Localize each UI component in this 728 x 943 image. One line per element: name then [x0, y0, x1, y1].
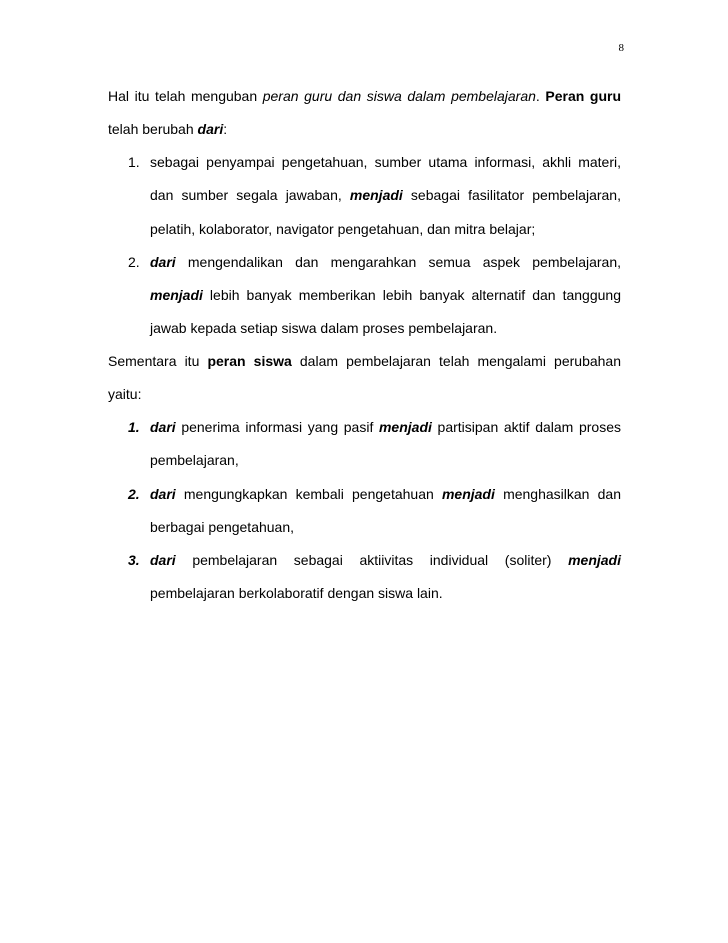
list-emphasis: dari [150, 486, 176, 502]
intro-text: telah berubah [108, 121, 198, 137]
list-text: jawab kepada setiap siswa dalam proses pembelajaran. [150, 320, 498, 336]
list-emphasis: menjadi [378, 419, 432, 435]
guru-item-2-line-1 [128, 254, 621, 270]
list-emphasis: menjadi [150, 287, 203, 303]
list-number: 2. [128, 254, 140, 270]
siswa-item-3-line-1 [128, 552, 621, 568]
siswa-item-1-line-2 [150, 452, 621, 468]
guru-item-2-line-2 [150, 287, 621, 303]
list-emphasis: dari [150, 254, 176, 270]
list-text: partisipan aktif dalam proses [431, 419, 621, 435]
intro-text: : [223, 121, 228, 137]
list-text: menghasilkan dan [494, 486, 621, 502]
list-text: sebagai fasilitator pembelajaran, [402, 187, 621, 203]
list-number: 3. [128, 552, 140, 568]
list-text: pembelajaran, [150, 452, 239, 468]
siswa-bold: peran siswa [207, 353, 292, 369]
list-text: penerima informasi yang pasif [175, 419, 379, 435]
list-text: dan sumber segala jawaban, [150, 187, 350, 203]
list-text: lebih banyak memberikan lebih banyak alternatif dan tanggung [202, 287, 621, 303]
intro-emphasis: peran guru dan siswa dalam pembelajaran [262, 88, 536, 104]
guru-item-1-line-1 [128, 154, 621, 170]
siswa-item-1-line-1 [128, 419, 621, 435]
list-text: pembelajaran sebagai aktiivitas individual (soliter) [175, 552, 569, 568]
list-emphasis: menjadi [349, 187, 403, 203]
intro-bold: Peran guru [545, 88, 622, 104]
intro-line-1 [108, 88, 621, 104]
list-text: mengendalikan dan mengarahkan semua aspek pembelajaran, [175, 254, 621, 270]
siswa-intro-line-2 [108, 386, 621, 402]
siswa-item-3-line-2 [150, 585, 621, 601]
list-emphasis: dari [150, 552, 176, 568]
intro-text: . [535, 88, 546, 104]
siswa-text: dalam pembelajaran telah mengalami perubahan [291, 353, 621, 369]
guru-item-2-line-3 [150, 320, 621, 336]
list-emphasis: dari [150, 419, 176, 435]
list-text: mengungkapkan kembali pengetahuan [175, 486, 442, 502]
guru-item-1-line-3 [150, 221, 621, 237]
guru-item-1-line-2 [150, 187, 621, 203]
siswa-item-2-line-1 [128, 486, 621, 502]
list-text: berbagai pengetahuan, [150, 519, 295, 535]
list-emphasis: menjadi [441, 486, 495, 502]
siswa-intro-line-1 [108, 353, 621, 369]
intro-text: Hal itu telah menguban [108, 88, 263, 104]
list-emphasis: menjadi [568, 552, 621, 568]
list-text: sebagai penyampai pengetahuan, sumber utama informasi, akhli materi, [150, 154, 621, 170]
list-number: 1. [128, 154, 140, 170]
list-number: 2. [128, 486, 140, 502]
list-text: pelatih, kolaborator, navigator pengetahuan, dan mitra belajar; [150, 221, 536, 237]
siswa-text: yaitu: [108, 386, 142, 402]
page-number: 8 [618, 42, 624, 54]
siswa-text: Sementara itu [108, 353, 208, 369]
intro-line-2 [108, 121, 621, 137]
siswa-item-2-line-2 [150, 519, 621, 535]
intro-bold-italic: dari [197, 121, 224, 137]
list-text: pembelajaran berkolaboratif dengan siswa lain. [150, 585, 443, 601]
list-number: 1. [128, 419, 140, 435]
